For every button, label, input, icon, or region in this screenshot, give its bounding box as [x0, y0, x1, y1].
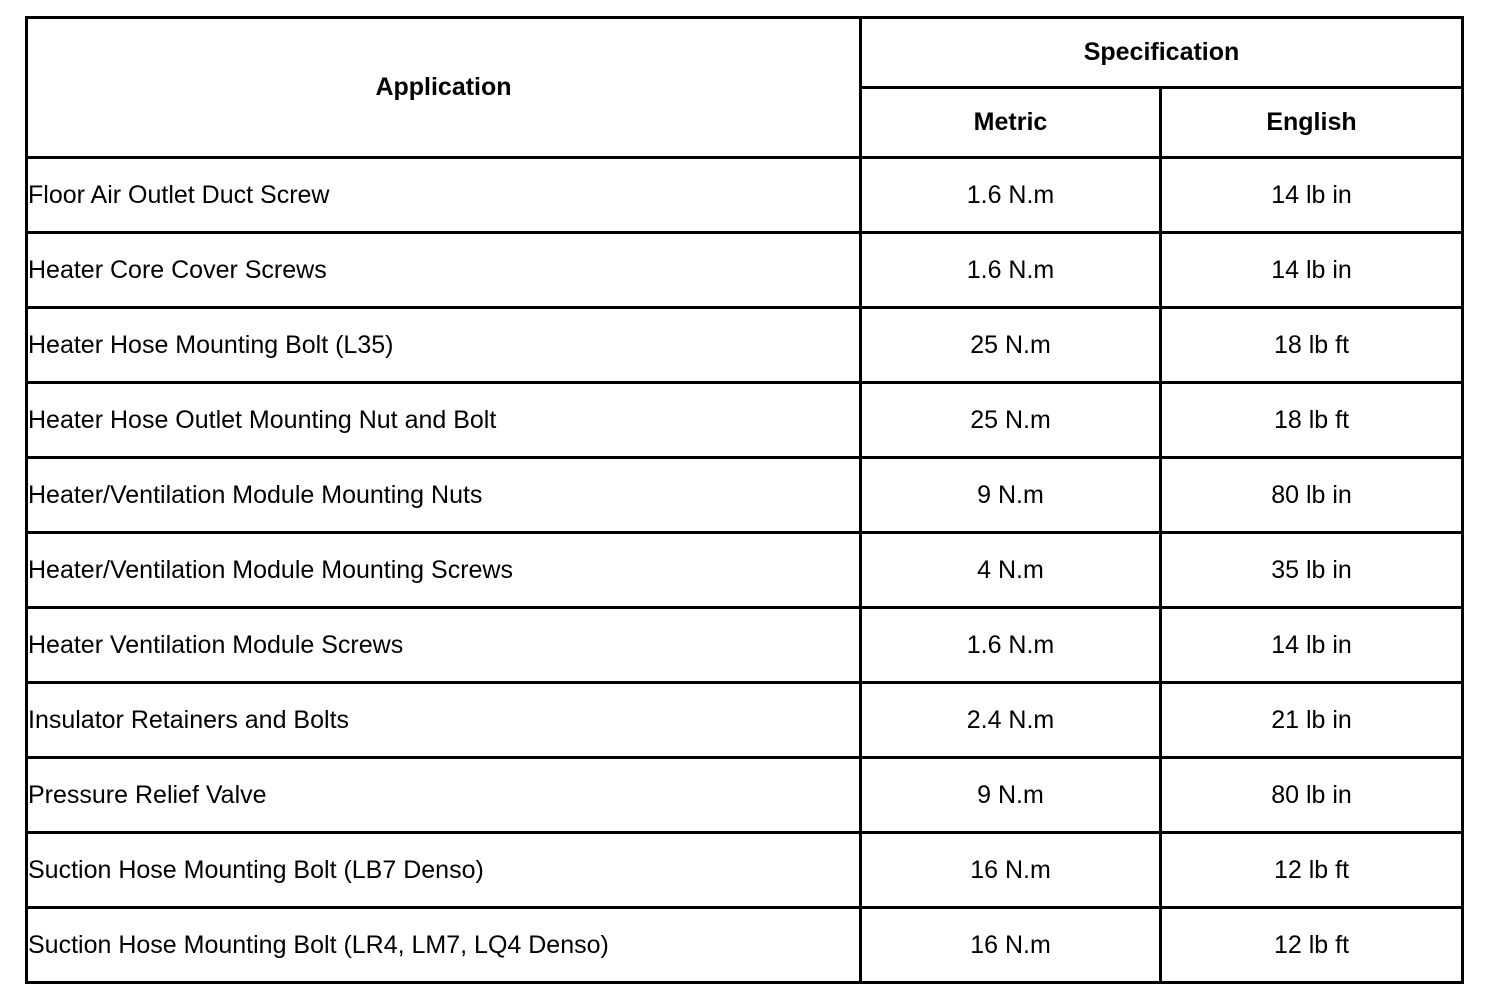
table-row — [27, 833, 1463, 908]
metric-cell: 4 N.m — [861, 533, 1161, 608]
metric-cell: 16 N.m — [861, 908, 1161, 983]
table-row — [27, 383, 1463, 458]
table-row — [27, 908, 1463, 983]
english-cell: 80 lb in — [1161, 758, 1463, 833]
application-cell: Heater Ventilation Module Screws — [27, 608, 861, 683]
application-cell: Suction Hose Mounting Bolt (LR4, LM7, LQ4 Denso) — [27, 908, 861, 983]
metric-cell: 25 N.m — [861, 383, 1161, 458]
application-cell: Heater/Ventilation Module Mounting Nuts — [27, 458, 861, 533]
application-cell: Insulator Retainers and Bolts — [27, 683, 861, 758]
header-metric: Metric — [861, 88, 1161, 158]
english-cell: 18 lb ft — [1161, 383, 1463, 458]
header-row-group — [27, 18, 1463, 88]
english-cell: 14 lb in — [1161, 158, 1463, 233]
header-english: English — [1161, 88, 1463, 158]
metric-cell: 9 N.m — [861, 758, 1161, 833]
english-cell: 12 lb ft — [1161, 908, 1463, 983]
english-cell: 14 lb in — [1161, 233, 1463, 308]
metric-cell: 16 N.m — [861, 833, 1161, 908]
header-specification: Specification — [861, 18, 1463, 88]
table-row — [27, 758, 1463, 833]
metric-cell: 1.6 N.m — [861, 233, 1161, 308]
application-cell: Heater Hose Outlet Mounting Nut and Bolt — [27, 383, 861, 458]
english-cell: 14 lb in — [1161, 608, 1463, 683]
table-row — [27, 608, 1463, 683]
table-row — [27, 158, 1463, 233]
english-cell: 21 lb in — [1161, 683, 1463, 758]
english-cell: 18 lb ft — [1161, 308, 1463, 383]
application-cell: Floor Air Outlet Duct Screw — [27, 158, 861, 233]
english-cell: 35 lb in — [1161, 533, 1463, 608]
table-row — [27, 533, 1463, 608]
table-row — [27, 233, 1463, 308]
application-cell: Pressure Relief Valve — [27, 758, 861, 833]
metric-cell: 1.6 N.m — [861, 608, 1161, 683]
english-cell: 80 lb in — [1161, 458, 1463, 533]
table-row — [27, 683, 1463, 758]
metric-cell: 1.6 N.m — [861, 158, 1161, 233]
english-cell: 12 lb ft — [1161, 833, 1463, 908]
metric-cell: 2.4 N.m — [861, 683, 1161, 758]
specification-table — [25, 16, 1464, 984]
metric-cell: 25 N.m — [861, 308, 1161, 383]
application-cell: Suction Hose Mounting Bolt (LB7 Denso) — [27, 833, 861, 908]
application-cell: Heater/Ventilation Module Mounting Screws — [27, 533, 861, 608]
metric-cell: 9 N.m — [861, 458, 1161, 533]
application-cell: Heater Core Cover Screws — [27, 233, 861, 308]
table-row — [27, 458, 1463, 533]
table-row — [27, 308, 1463, 383]
application-cell: Heater Hose Mounting Bolt (L35) — [27, 308, 861, 383]
header-application: Application — [27, 18, 861, 158]
